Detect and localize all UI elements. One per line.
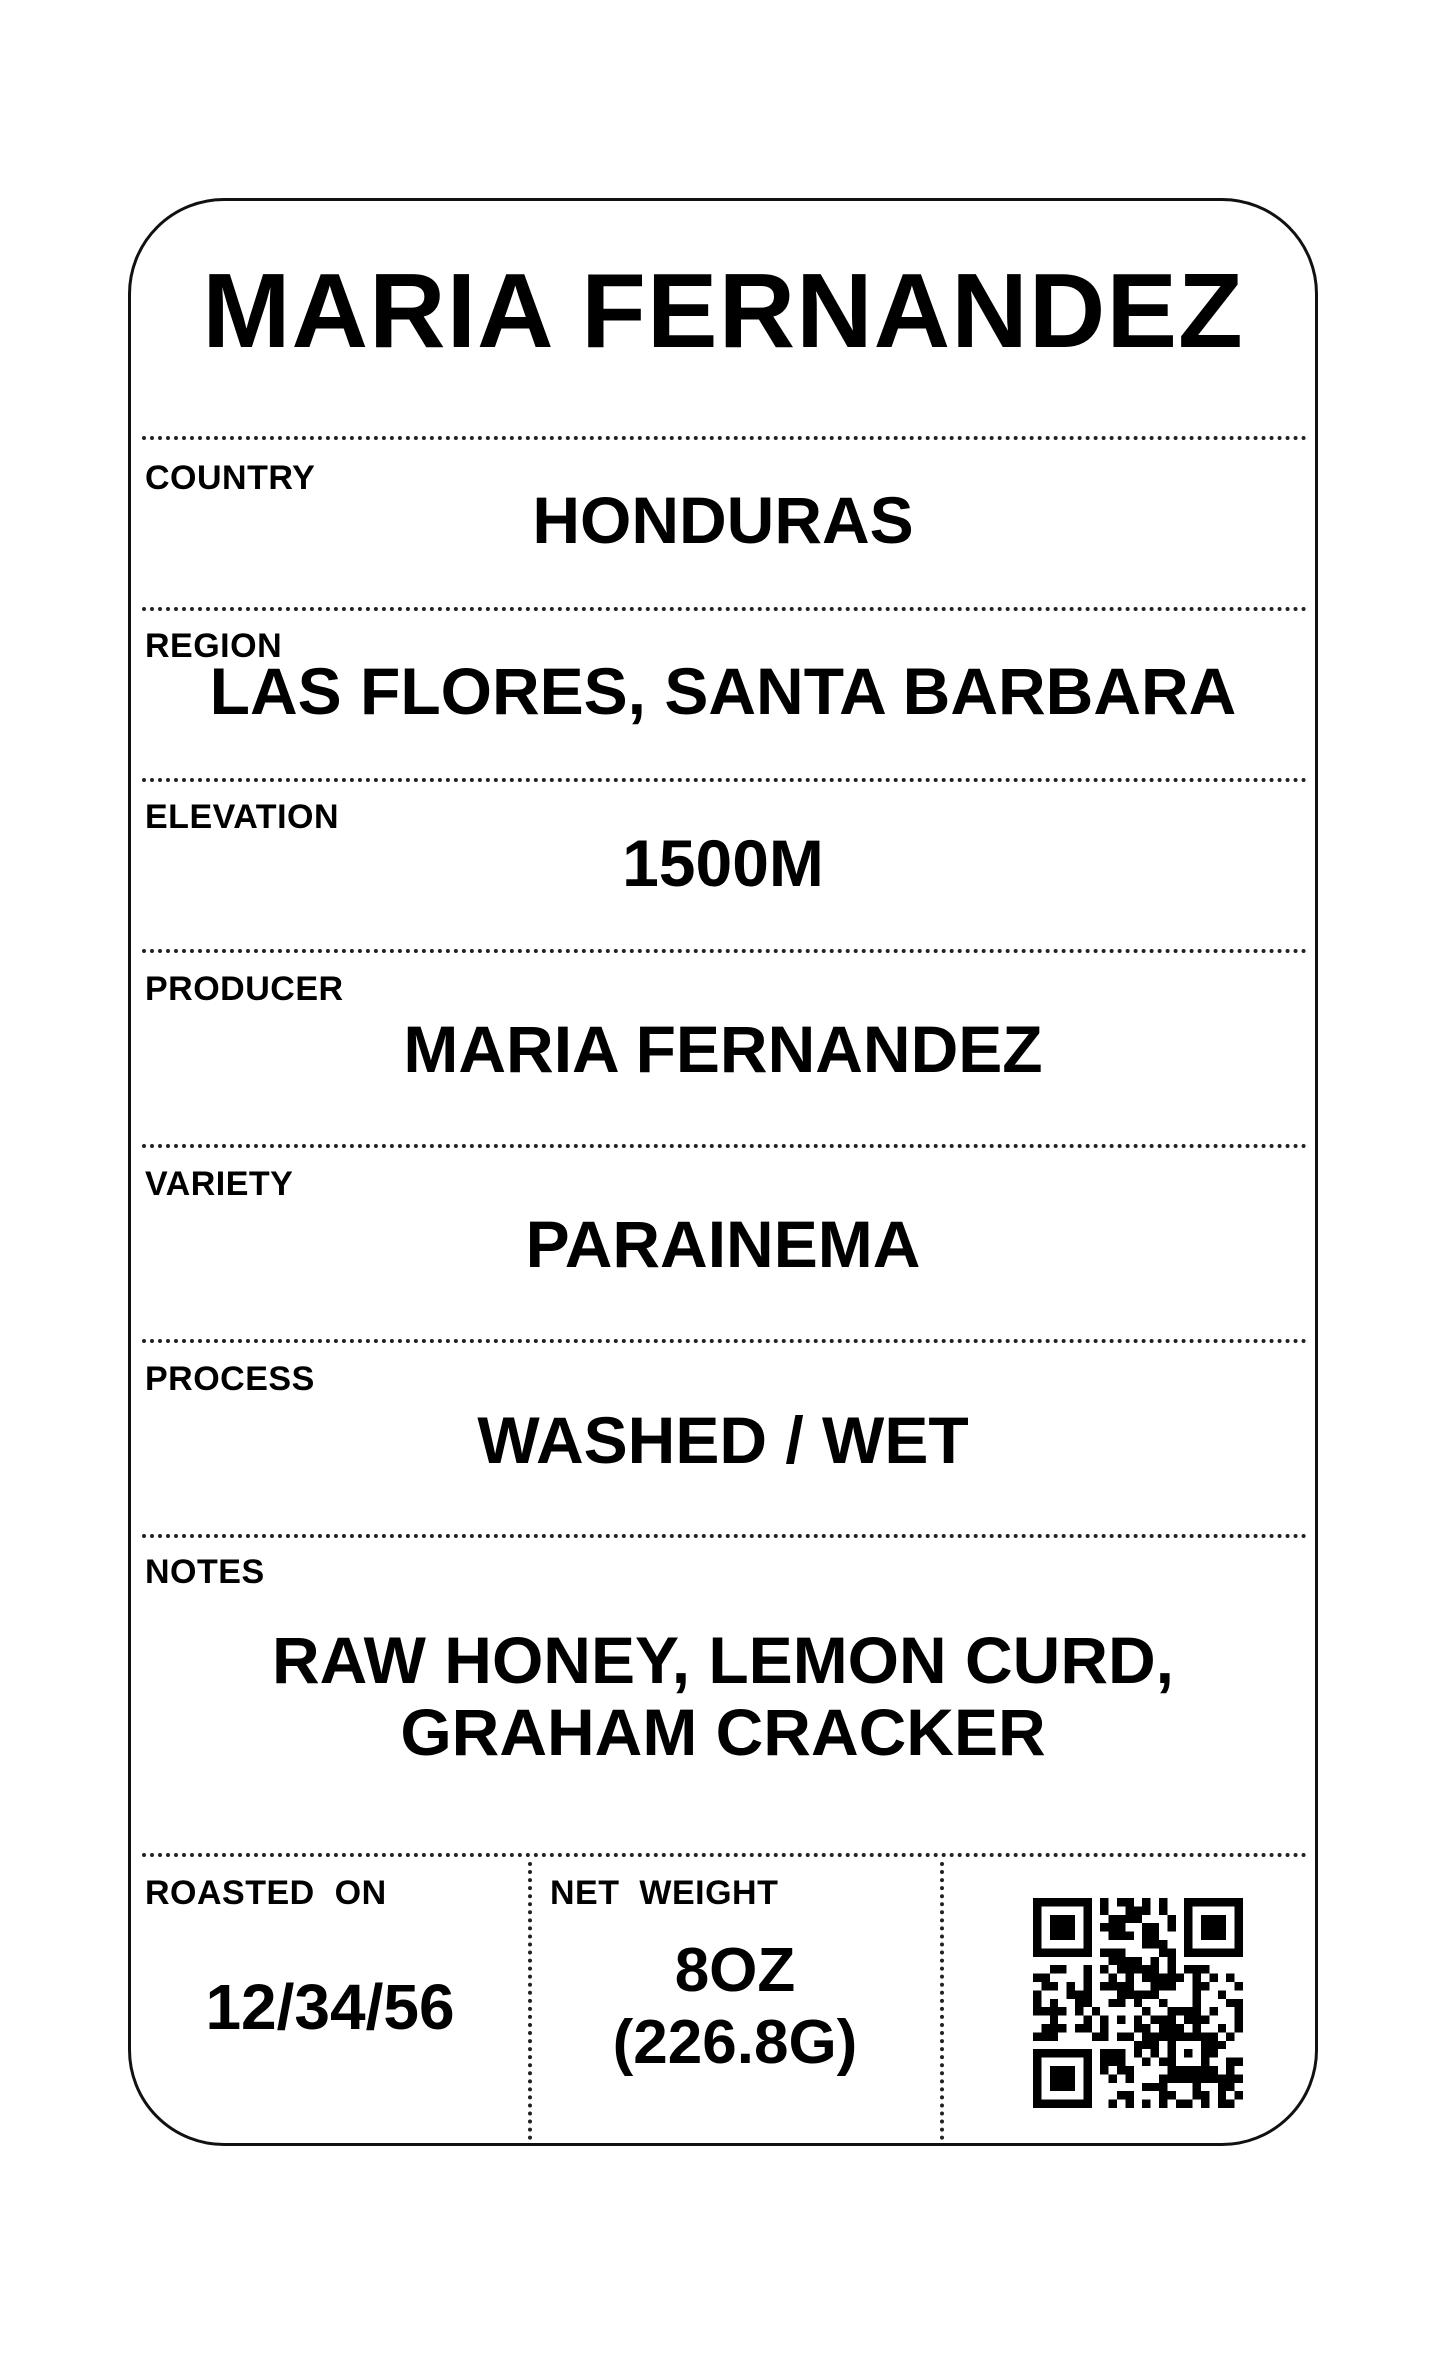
net-weight-grams: (226.8G) <box>612 2008 858 2077</box>
producer-value: MARIA FERNANDEZ <box>403 1012 1043 1086</box>
divider <box>142 1339 1307 1343</box>
process-value: WASHED / WET <box>477 1403 969 1477</box>
divider <box>142 436 1307 440</box>
net-weight-label: NET WEIGHT <box>550 1874 779 1912</box>
divider <box>142 1853 1307 1857</box>
producer-label: PRODUCER <box>145 970 344 1008</box>
divider <box>142 949 1307 953</box>
process-label: PROCESS <box>145 1360 315 1398</box>
vertical-divider <box>940 1862 944 2140</box>
variety-value: PARAINEMA <box>525 1207 921 1281</box>
net-weight-oz: 8OZ <box>674 1936 796 2005</box>
notes-label: NOTES <box>145 1553 265 1591</box>
divider <box>142 1144 1307 1148</box>
divider <box>142 607 1307 611</box>
variety-label: VARIETY <box>145 1165 294 1203</box>
roasted-on-label: ROASTED ON <box>145 1874 387 1912</box>
elevation-label: ELEVATION <box>145 798 340 836</box>
net-weight-value <box>535 1935 935 2079</box>
divider <box>142 778 1307 782</box>
roasted-on-value: 12/34/56 <box>205 1971 455 2043</box>
country-label: COUNTRY <box>145 459 316 497</box>
notes-value <box>128 1624 1318 1768</box>
notes-line-1: RAW HONEY, LEMON CURD, <box>271 1623 1175 1697</box>
country-value: HONDURAS <box>532 483 914 557</box>
notes-line-2: GRAHAM CRACKER <box>400 1695 1046 1769</box>
vertical-divider <box>528 1862 532 2140</box>
region-label: REGION <box>145 627 283 665</box>
label-title: MARIA FERNANDEZ <box>202 252 1244 370</box>
qr-code-icon[interactable] <box>1033 1898 1243 2108</box>
divider <box>142 1534 1307 1538</box>
region-value: LAS FLORES, SANTA BARBARA <box>209 654 1237 728</box>
elevation-value: 1500M <box>622 826 824 900</box>
